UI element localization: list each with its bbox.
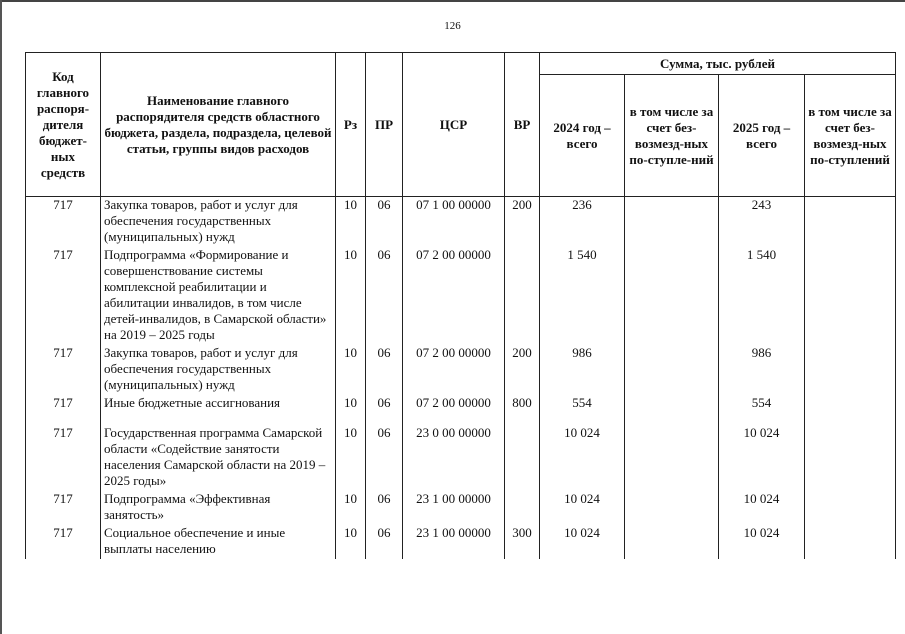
cell-2024-incl [625, 525, 719, 559]
header-2025-incl: в том числе за счет без-возмезд-ных по-ступлений [805, 75, 896, 197]
cell-2025-total: 1 540 [719, 247, 805, 345]
cell-rz: 10 [336, 491, 366, 525]
cell-code: 717 [26, 345, 101, 395]
table-row [26, 247, 896, 345]
cell-rz: 10 [336, 197, 366, 248]
cell-pr: 06 [366, 425, 403, 491]
cell-rz: 10 [336, 345, 366, 395]
cell-pr: 06 [366, 395, 403, 425]
cell-2024-incl [625, 345, 719, 395]
cell-2025-incl [805, 247, 896, 345]
table-row [26, 395, 896, 425]
cell-2025-total: 10 024 [719, 425, 805, 491]
cell-2024-total: 1 540 [540, 247, 625, 345]
cell-name: Социальное обеспечение и иные выплаты населению [101, 525, 336, 559]
page-number: 126 [444, 20, 461, 32]
header-2024-incl: в том числе за счет без-возмезд-ных по-ступле-ний [625, 75, 719, 197]
header-name: Наименование главного распорядителя средств областного бюджета, раздела, подраздела, целевой статьи, группы видов расходов [101, 53, 336, 197]
cell-2025-incl [805, 395, 896, 425]
cell-csr: 07 2 00 00000 [403, 395, 505, 425]
cell-2025-total: 10 024 [719, 491, 805, 525]
cell-2024-total: 10 024 [540, 525, 625, 559]
cell-2024-incl [625, 491, 719, 525]
header-sum: Сумма, тыс. рублей [540, 53, 896, 75]
cell-csr: 23 0 00 00000 [403, 425, 505, 491]
cell-code: 717 [26, 247, 101, 345]
cell-pr: 06 [366, 525, 403, 559]
cell-2025-total: 10 024 [719, 525, 805, 559]
header-csr: ЦСР [403, 53, 505, 197]
cell-name: Подпрограмма «Формирование и совершенствование системы комплексной реабилитации и абилитации инвалидов, в том числе детей-инвалидов, в Самарской области» на 2019 – 2025 годы [101, 247, 336, 345]
cell-2025-total: 243 [719, 197, 805, 248]
cell-csr: 23 1 00 00000 [403, 491, 505, 525]
table-row [26, 425, 896, 491]
cell-name: Подпрограмма «Эффективная занятость» [101, 491, 336, 525]
cell-code: 717 [26, 425, 101, 491]
cell-rz: 10 [336, 525, 366, 559]
cell-2024-total: 10 024 [540, 425, 625, 491]
cell-vr: 800 [505, 395, 540, 425]
cell-2025-total: 986 [719, 345, 805, 395]
header-pr: ПР [366, 53, 403, 197]
cell-2025-incl [805, 425, 896, 491]
cell-pr: 06 [366, 197, 403, 248]
cell-vr: 300 [505, 525, 540, 559]
cell-vr: 200 [505, 197, 540, 248]
header-rz: Рз [336, 53, 366, 197]
cell-2025-incl [805, 491, 896, 525]
cell-2024-incl [625, 247, 719, 345]
cell-vr [505, 425, 540, 491]
cell-rz: 10 [336, 247, 366, 345]
cell-name: Иные бюджетные ассигнования [101, 395, 336, 425]
table-row [26, 491, 896, 525]
cell-pr: 06 [366, 345, 403, 395]
cell-vr [505, 491, 540, 525]
cell-2025-incl [805, 197, 896, 248]
cell-vr [505, 247, 540, 345]
top-border-line [0, 0, 905, 2]
header-2024-total: 2024 год – всего [540, 75, 625, 197]
left-border-line [0, 0, 2, 634]
cell-2024-total: 554 [540, 395, 625, 425]
cell-pr: 06 [366, 491, 403, 525]
cell-2024-total: 10 024 [540, 491, 625, 525]
cell-csr: 07 2 00 00000 [403, 345, 505, 395]
cell-rz: 10 [336, 425, 366, 491]
table-row [26, 197, 896, 248]
cell-2024-total: 986 [540, 345, 625, 395]
cell-2024-incl [625, 197, 719, 248]
cell-vr: 200 [505, 345, 540, 395]
cell-2025-incl [805, 345, 896, 395]
cell-name: Закупка товаров, работ и услуг для обеспечения государственных (муниципальных) нужд [101, 197, 336, 248]
table-row [26, 345, 896, 395]
cell-name: Закупка товаров, работ и услуг для обеспечения государственных (муниципальных) нужд [101, 345, 336, 395]
cell-csr: 07 2 00 00000 [403, 247, 505, 345]
cell-code: 717 [26, 525, 101, 559]
header-code: Код главного распоря-дителя бюджет-ных средств [26, 53, 101, 197]
cell-code: 717 [26, 197, 101, 248]
cell-2025-incl [805, 525, 896, 559]
cell-code: 717 [26, 395, 101, 425]
cell-rz: 10 [336, 395, 366, 425]
cell-2024-total: 236 [540, 197, 625, 248]
cell-code: 717 [26, 491, 101, 525]
cell-2025-total: 554 [719, 395, 805, 425]
table-row [26, 525, 896, 559]
budget-table [25, 52, 896, 559]
cell-2024-incl [625, 395, 719, 425]
cell-pr: 06 [366, 247, 403, 345]
header-vr: ВР [505, 53, 540, 197]
cell-name: Государственная программа Самарской области «Содействие занятости населения Самарской области на 2019 – 2025 годы» [101, 425, 336, 491]
cell-2024-incl [625, 425, 719, 491]
cell-csr: 07 1 00 00000 [403, 197, 505, 248]
cell-csr: 23 1 00 00000 [403, 525, 505, 559]
header-2025-total: 2025 год – всего [719, 75, 805, 197]
